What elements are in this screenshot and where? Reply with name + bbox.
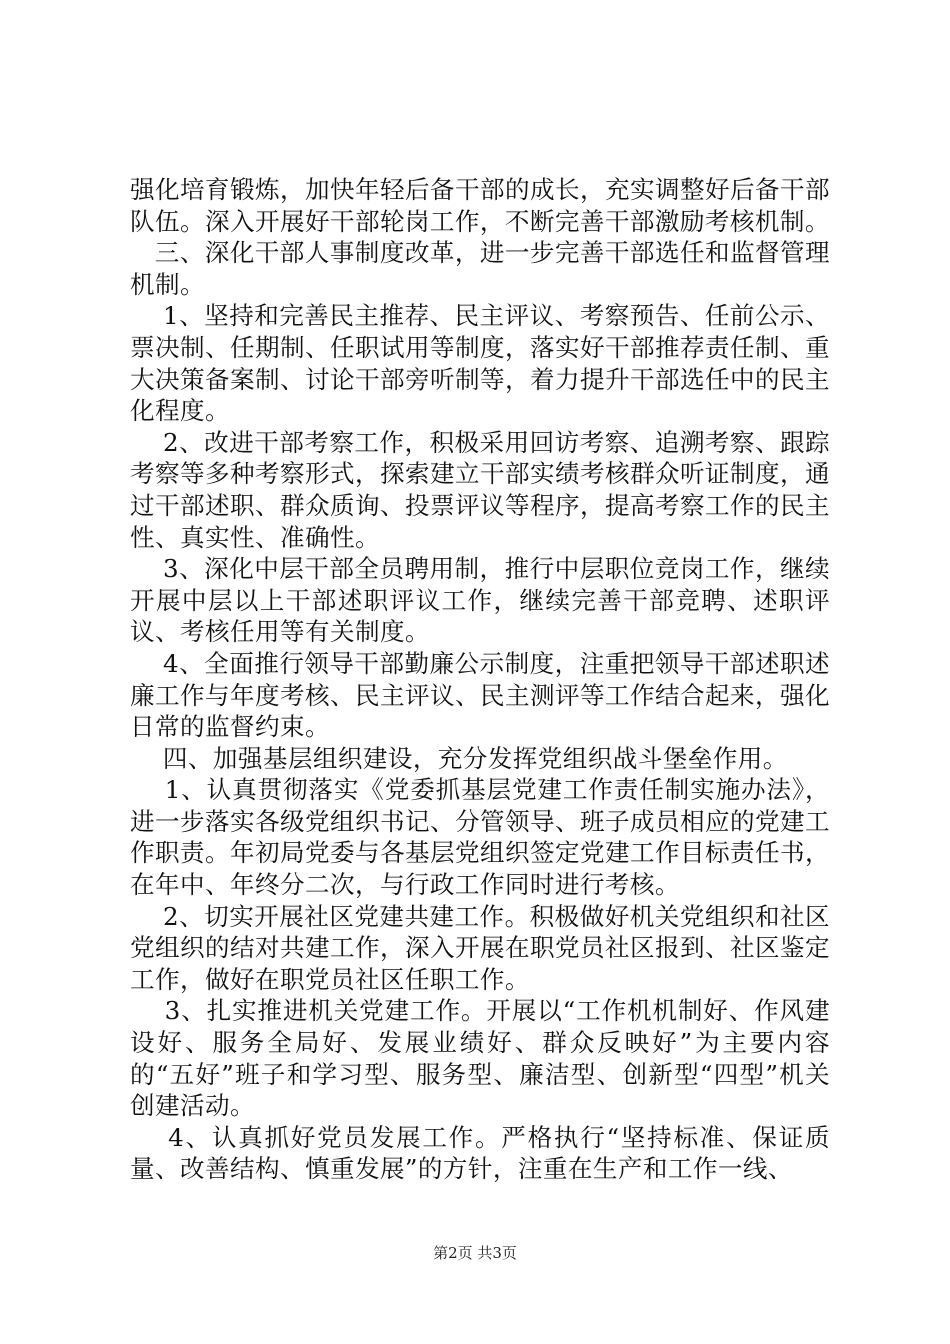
paragraph-item-3-3: 3、深化中层干部全员聘用制，推行中层职位竞岗工作，继续开展中层以上干部述职评议工作，继续完善干部竞聘、述职评议、考核任用等有关制度。 [130,554,831,647]
paragraph-item-4-4: 4、认真抓好党员发展工作。严格执行“坚持标准、保证质量、改善结构、慎重发展”的方针，注重在生产和工作一线、 [130,1122,831,1184]
page-number-footer: 第2页 共3页 [433,1244,517,1262]
paragraph-reserve-cadres: 强化培育锻炼，加快年轻后备干部的成长，充实调整好后备干部队伍。深入开展好干部轮岗工作，不断完善干部激励考核机制。 [130,175,830,236]
heading-section-four: 四、加强基层组织建设，充分发挥党组织战斗堡垒作用。 [130,743,788,773]
paragraph-item-3-4: 4、全面推行领导干部勤廉公示制度，注重把领导干部述职述廉工作与年度考核、民主评议、民主测评等工作结合起来，强化日常的监督约束。 [130,648,831,742]
paragraph-item-3-2: 2、改进干部考察工作，积极采用回访考察、追溯考察、跟踪考察等多种考察形式，探索建立干部实绩考核群众听证制度，通过干部述职、群众质询、投票评议等程序，提高考察工作的民主性、真实性、准确性。 [130,427,831,552]
paragraph-item-4-2: 2、切实开展社区党建共建工作。积极做好机关党组织和社区党组织的结对共建工作，深入开展在职党员社区报到、社区鉴定工作，做好在职党员社区任职工作。 [130,901,831,994]
heading-section-three: 三、深化干部人事制度改革，进一步完善干部选任和监督管理机制。 [130,238,831,299]
paragraph-item-4-3: 3、扎实推进机关党建工作。开展以“工作机机制好、作风建设好、服务全局好、发展业绩好、群众反映好”为主要内容的“五好”班子和学习型、服务型、廉洁型、创新型“四型”机关创建活动。 [130,996,830,1121]
paragraph-item-4-1: 1、认真贯彻落实《党委抓基层党建工作责任制实施办法》，进一步落实各级党组织书记、分管领导、班子成员相应的党建工作职责。年初局党委与各基层党组织签定党建工作目标责任书，在年中、年终分二次，与行政工作同时进行考核。 [130,775,831,900]
paragraph-item-3-1: 1、坚持和完善民主推荐、民主评议、考察预告、任前公示、票决制、任期制、任职试用等制度，落实好干部推荐责任制、重大决策备案制、讨论干部旁听制等，着力提升干部选任中的民主化程度。 [130,301,831,426]
document-body [130,174,830,1185]
